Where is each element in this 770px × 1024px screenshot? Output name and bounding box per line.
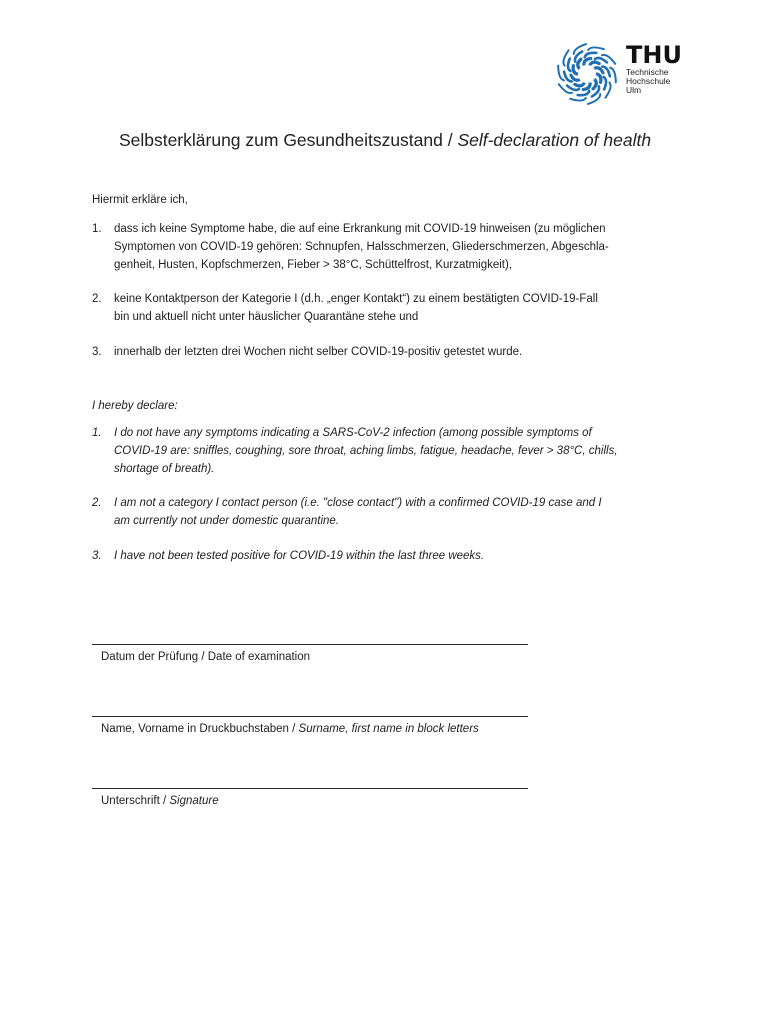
item-text bbox=[114, 343, 692, 361]
signature-line[interactable] bbox=[92, 788, 528, 789]
signature-label bbox=[101, 793, 219, 809]
item-text bbox=[114, 424, 692, 478]
logo-line-2: Hochschule bbox=[626, 76, 671, 86]
name-signature-line[interactable] bbox=[92, 716, 528, 717]
item-line: bin und aktuell nicht unter häuslicher Quarantäne stehe und bbox=[114, 311, 419, 323]
item-number: 2. bbox=[92, 293, 102, 305]
date-signature-line[interactable] bbox=[92, 644, 528, 645]
logo-swirl-stroke bbox=[568, 59, 570, 71]
item-line: shortage of breath). bbox=[114, 463, 215, 475]
english-intro: I hereby declare: bbox=[92, 400, 178, 412]
logo-line-1: Technische bbox=[626, 67, 669, 77]
logo-swirl-stroke bbox=[585, 53, 597, 57]
logo-swirl-stroke bbox=[597, 74, 601, 82]
item-number: 3. bbox=[92, 346, 102, 358]
name-label-english: Surname, first name in block letters bbox=[298, 723, 479, 735]
logo-swirl-stroke bbox=[571, 75, 579, 80]
item-line: genheit, Husten, Kopfschmerzen, Fieber > 38°C, Schüttelfrost, Kurzatmigkeit), bbox=[114, 259, 513, 271]
item-line: am currently not under domestic quarantine. bbox=[114, 515, 340, 527]
item-line: I do not have any symptoms indicating a SARS-CoV-2 infection (among possible symptoms of bbox=[114, 427, 592, 439]
item-line: I have not been tested positive for COVID-19 within the last three weeks. bbox=[114, 550, 485, 562]
item-line: innerhalb der letzten drei Wochen nicht selber COVID-19-positiv getestet wurde. bbox=[114, 346, 523, 358]
german-intro: Hiermit erkläre ich, bbox=[92, 194, 188, 206]
item-number: 3. bbox=[92, 550, 102, 562]
title-german: Selbsterklärung zum Gesundheitszustand / bbox=[118, 130, 458, 150]
item-number: 2. bbox=[92, 497, 102, 509]
page-title bbox=[0, 130, 770, 151]
thu-swirl-logo-icon bbox=[555, 42, 619, 106]
item-line: Symptomen von COVID-19 gehören: Schnupfen, Halsschmerzen, Gliederschmerzen, Abgeschla- bbox=[114, 241, 609, 253]
item-line: keine Kontaktperson der Kategorie I (d.h. „enger Kontakt“) zu einem bestätigten COVID-19-Fall bbox=[114, 293, 598, 305]
logo-wordmark bbox=[626, 42, 682, 95]
logo-swirl-stroke bbox=[588, 47, 604, 50]
item-line: dass ich keine Symptome habe, die auf eine Erkrankung mit COVID-19 hinweisen (zu möglichen bbox=[114, 223, 606, 235]
signature-label-english: Signature bbox=[169, 795, 219, 807]
signature-label-german: Unterschrift / bbox=[101, 795, 170, 807]
logo-swirl-stroke bbox=[610, 68, 616, 83]
logo-swirl-stroke bbox=[604, 77, 606, 89]
logo-swirl-stroke bbox=[595, 68, 603, 73]
thu-logo bbox=[555, 42, 685, 106]
date-label: Datum der Prüfung / Date of examination bbox=[101, 651, 311, 663]
item-text bbox=[114, 220, 692, 274]
logo-line-3: Ulm bbox=[626, 85, 642, 95]
item-text bbox=[114, 290, 692, 326]
logo-swirl-stroke bbox=[558, 66, 564, 81]
logo-swirl-stroke bbox=[570, 98, 586, 101]
logo-abbreviation: THU bbox=[626, 41, 682, 69]
logo-swirl-stroke bbox=[575, 84, 584, 86]
logo-swirl-stroke bbox=[578, 91, 590, 95]
item-number: 1. bbox=[92, 223, 102, 235]
logo-swirl-stroke bbox=[593, 80, 596, 89]
title-english: Self-declaration of health bbox=[457, 130, 652, 150]
item-text bbox=[114, 494, 692, 530]
name-label-german: Name, Vorname in Druckbuchstaben / bbox=[101, 723, 299, 735]
item-text bbox=[114, 547, 692, 565]
logo-swirl-stroke bbox=[573, 66, 577, 74]
name-label bbox=[101, 721, 479, 737]
logo-swirl-stroke bbox=[590, 62, 599, 64]
item-line: I am not a category I contact person (i.e. "close contact") with a confirmed COVID-19 case and I bbox=[114, 497, 602, 509]
item-line: COVID-19 are: sniffles, coughing, sore throat, aching limbs, fatigue, headache, fever > 38°C, chills, bbox=[114, 445, 618, 457]
item-number: 1. bbox=[92, 427, 102, 439]
logo-swirl-stroke bbox=[578, 59, 581, 68]
